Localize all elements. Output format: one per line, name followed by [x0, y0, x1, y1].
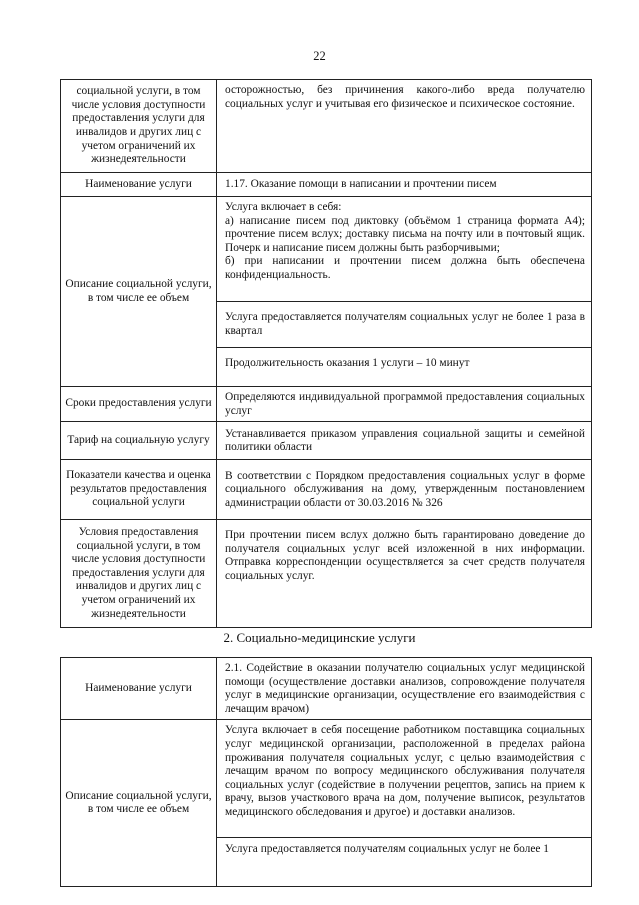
row-value-quality: В соответствии с Порядком предоставления социальных услуг в форме социального обслуживания на дому, утвержденным постановлением администрации области от 30.03.2016 № 326: [217, 460, 592, 520]
row-value-service-name-2: 2.1. Содействие в оказании получателю социальных услуг медицинской помощи (осуществление доставки анализов, сопровождение получателя услуг в медицинские организации, осуществление его взаимодействия с лечащим врачом): [217, 658, 592, 720]
services-table-1: [60, 79, 592, 628]
row-value-conditions: При прочтении писем вслух должно быть гарантировано доведение до получателя социальных услуг всей изложенной в них информации. Отправка корреспонденции осуществляется за счет средств получателя социальных услуг.: [217, 520, 592, 628]
page-number: 22: [313, 49, 326, 63]
table-row: [61, 658, 592, 720]
table-row: [61, 422, 592, 460]
table-row: [61, 80, 592, 173]
row-label-conditions-cont: социальной услуги, в том числе условия доступности предоставления услуги для инвалидов и других лиц с учетом ограничений их жизнедеятельности: [61, 80, 217, 173]
description-text-2: Услуга включает в себя посещение работником поставщика социальных услуг медицинской организации, расположенной в пределах района проживания получателя социальных услуг, с целью взаимодействия с лечащим врачом по вопросу медицинского обслуживания получателя социальных услуг (содействие в получении рецептов, запись на прием к врачу, вызов участкового врача на дом, получение выписок, результатов медицинского обследования и другое) и доставки анализов.: [225, 724, 585, 818]
row-label-description: Описание социальной услуги, в том числе ее объем: [61, 197, 217, 387]
row-label-description-2: Описание социальной услуги, в том числе ее объем: [61, 720, 217, 887]
frequency-text-2: Услуга предоставляется получателям социальных услуг не более 1: [217, 837, 591, 886]
table-row: [61, 197, 592, 387]
description-text: Услуга включает в себя: а) написание писем под диктовку (объёмом 1 страница формата А4); прочтение писем вслух; доставку письма на почту или в почтовый ящик. Почерк и написание писем должны быть разборчивыми; б) при написании и прочтении писем должна быть обеспечена конфиденциальность.: [225, 201, 585, 281]
row-label-quality: Показатели качества и оценка результатов предоставления социальной услуги: [61, 460, 217, 520]
row-label-tariff: Тариф на социальную услугу: [61, 422, 217, 460]
row-label-terms: Сроки предоставления услуги: [61, 387, 217, 422]
row-value-conditions-cont: осторожностью, без причинения какого-либо вреда получателю социальных услуг и учитывая его физическое и психическое состояние.: [217, 80, 592, 173]
row-value-description: [217, 197, 592, 387]
table-row: [61, 520, 592, 628]
frequency-text: Услуга предоставляется получателям социальных услуг не более 1 раза в квартал: [217, 301, 591, 347]
row-label-conditions: Условия предоставления социальной услуги, в том числе условия доступности предоставления услуги для инвалидов и других лиц с учетом ограничений их жизнедеятельности: [61, 520, 217, 628]
table-row: [61, 720, 592, 887]
row-value-tariff: Устанавливается приказом управления социальной защиты и семейной политики области: [217, 422, 592, 460]
table-row: [61, 460, 592, 520]
row-label-service-name-2: Наименование услуги: [61, 658, 217, 720]
row-value-terms: Определяются индивидуальной программой предоставления социальных услуг: [217, 387, 592, 422]
row-value-service-name: 1.17. Оказание помощи в написании и прочтении писем: [217, 173, 592, 197]
row-value-description-2: [217, 720, 592, 887]
table-row: [61, 387, 592, 422]
section-heading: 2. Социально-медицинские услуги: [223, 630, 416, 645]
table-row: [61, 173, 592, 197]
row-label-service-name: Наименование услуги: [61, 173, 217, 197]
duration-text: Продолжительность оказания 1 услуги – 10 минут: [217, 347, 591, 386]
services-table-2: [60, 657, 592, 887]
